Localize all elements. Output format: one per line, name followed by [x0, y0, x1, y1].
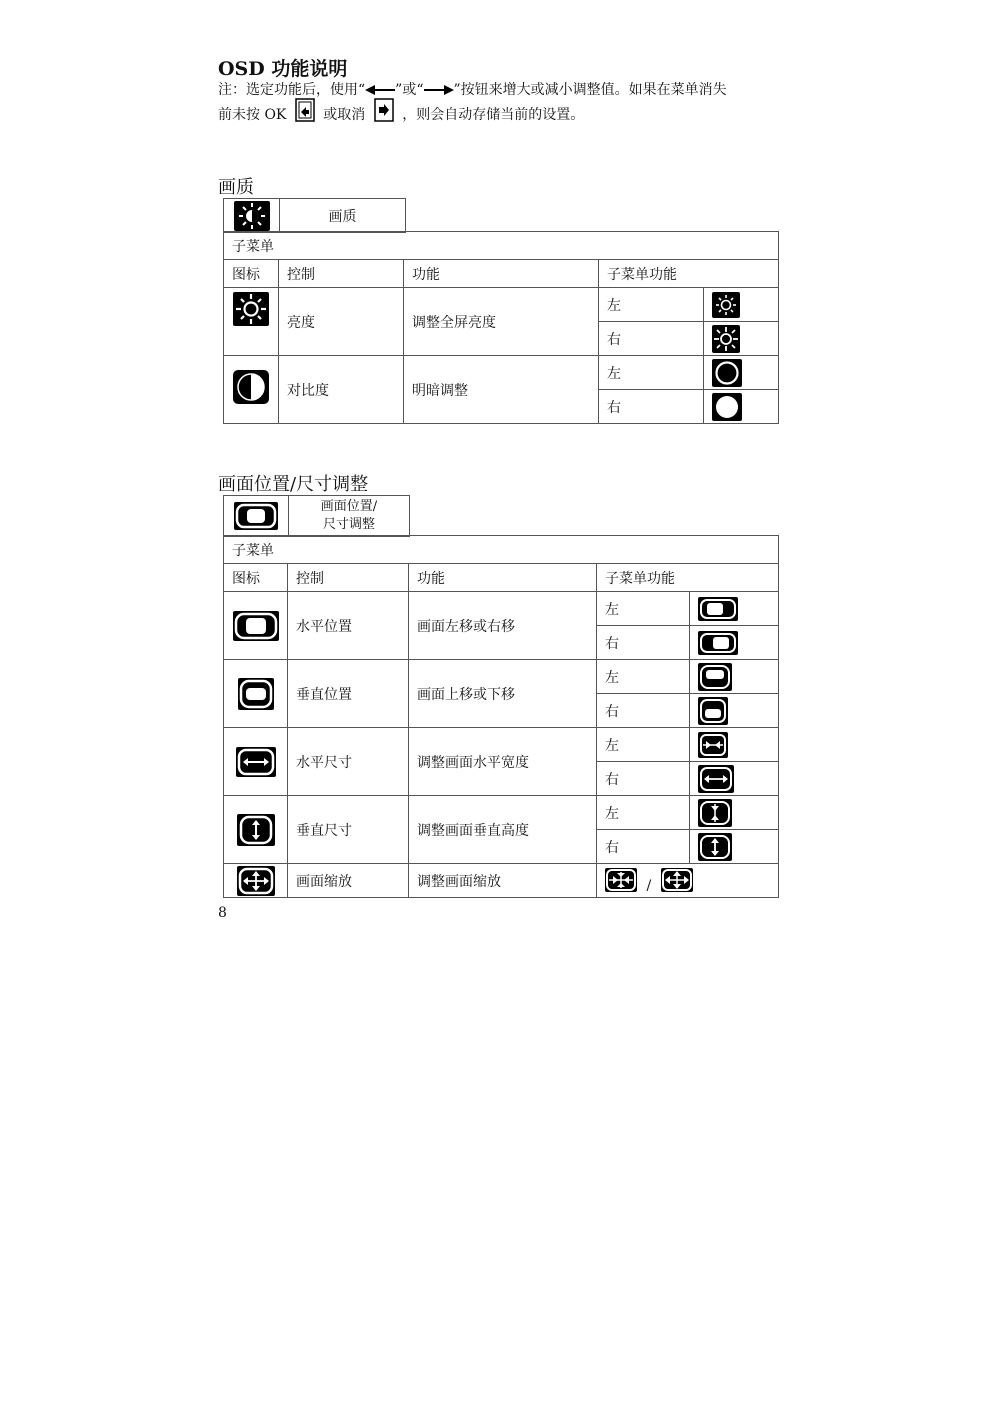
note-text-3: ”按钮来增大或减小调整值。如果在菜单消失 — [453, 82, 727, 98]
dir-left: 左 — [597, 728, 690, 762]
left-arrow-icon — [365, 84, 395, 96]
menu-name-position — [289, 496, 410, 537]
table-row — [224, 864, 779, 898]
submenu-label: 子菜单 — [224, 536, 779, 564]
h-size-decrease-icon-cell — [690, 728, 779, 762]
header-control: 控制 — [288, 564, 409, 592]
screen-position-icon — [234, 502, 278, 530]
h-position-right-icon — [698, 631, 738, 655]
control-brightness: 亮度 — [279, 288, 404, 356]
ok-icon — [295, 98, 315, 122]
h-position-icon-cell — [224, 592, 288, 660]
h-size-icon-cell — [224, 728, 288, 796]
h-size-decrease-icon — [698, 732, 728, 758]
section-heading-position-size: 画面位置/尺寸调整 — [218, 474, 369, 495]
h-size-increase-icon — [698, 765, 734, 793]
zoom-options-cell — [597, 864, 779, 898]
control-h-position: 水平位置 — [288, 592, 409, 660]
table-row — [224, 288, 779, 322]
function-v-position: 画面上移或下移 — [409, 660, 597, 728]
control-contrast: 对比度 — [279, 356, 404, 424]
v-size-icon-cell — [224, 796, 288, 864]
note-line-1 — [218, 79, 727, 99]
function-h-position: 画面左移或右移 — [409, 592, 597, 660]
v-size-decrease-icon — [698, 799, 732, 827]
v-position-down-icon-cell — [690, 694, 779, 728]
h-position-right-icon-cell — [690, 626, 779, 660]
dir-left: 左 — [597, 660, 690, 694]
page-number: 8 — [218, 905, 227, 921]
dir-right: 右 — [597, 830, 690, 864]
table-row — [224, 728, 779, 762]
note-text-4: 前未按 OK — [218, 107, 287, 123]
menu-icon-cell — [224, 199, 280, 233]
dir-left: 左 — [597, 592, 690, 626]
function-contrast: 明暗调整 — [404, 356, 599, 424]
section-heading-picture-quality: 画质 — [218, 177, 254, 198]
dir-right: 右 — [599, 390, 704, 424]
control-h-size: 水平尺寸 — [288, 728, 409, 796]
note-text-1: 注：选定功能后，使用“ — [218, 82, 366, 98]
contrast-increase-icon — [712, 393, 742, 421]
header-submenu-function: 子菜单功能 — [597, 564, 779, 592]
brightness-decrease-icon-cell — [704, 288, 779, 322]
control-zoom: 画面缩放 — [288, 864, 409, 898]
zoom-in-icon — [661, 868, 693, 892]
submenu-label: 子菜单 — [224, 232, 779, 260]
h-size-increase-icon-cell — [690, 762, 779, 796]
contrast-icon — [233, 370, 269, 404]
v-position-icon — [238, 678, 274, 710]
contrast-decrease-icon — [712, 359, 742, 387]
brightness-increase-icon-cell — [704, 322, 779, 356]
table-row — [224, 592, 779, 626]
header-icon: 图标 — [224, 260, 279, 288]
h-size-icon — [236, 747, 276, 777]
table-row — [224, 660, 779, 694]
zoom-slash: / — [646, 877, 652, 894]
page-title: OSD 功能说明 — [218, 58, 348, 80]
brightness-decrease-icon — [712, 292, 740, 318]
function-h-size: 调整画面水平宽度 — [409, 728, 597, 796]
note-text-5: 或取消 — [323, 107, 366, 123]
v-size-increase-icon — [698, 833, 732, 861]
menu-name-line-2: 尺寸调整 — [322, 517, 375, 532]
table-row — [224, 796, 779, 830]
header-function: 功能 — [404, 260, 599, 288]
cancel-icon — [374, 98, 394, 122]
contrast-icon-cell — [224, 356, 279, 424]
right-arrow-icon — [424, 84, 454, 96]
v-size-icon — [237, 814, 275, 846]
v-size-increase-icon-cell — [690, 830, 779, 864]
picture-submenu-table — [223, 231, 779, 424]
table-row — [224, 356, 779, 390]
brightness-increase-icon — [712, 325, 740, 353]
control-v-position: 垂直位置 — [288, 660, 409, 728]
menu-icon-cell — [224, 496, 289, 537]
menu-name-line-1: 画面位置/ — [320, 499, 378, 514]
note-text-2: ”或“ — [395, 82, 424, 98]
v-position-icon-cell — [224, 660, 288, 728]
contrast-increase-icon-cell — [704, 390, 779, 424]
header-submenu-function: 子菜单功能 — [599, 260, 779, 288]
dir-left: 左 — [599, 288, 704, 322]
zoom-icon — [237, 866, 275, 896]
brightness-contrast-icon — [234, 201, 270, 231]
position-submenu-table — [223, 535, 779, 898]
menu-name-picture: 画质 — [280, 199, 406, 233]
zoom-out-icon — [605, 868, 637, 892]
v-size-decrease-icon-cell — [690, 796, 779, 830]
header-icon: 图标 — [224, 564, 288, 592]
note-line-2 — [218, 98, 584, 124]
zoom-icon-cell — [224, 864, 288, 898]
dir-right: 右 — [597, 694, 690, 728]
dir-left: 左 — [599, 356, 704, 390]
note-text-6: ，则会自动存储当前的设置。 — [402, 107, 585, 123]
v-position-up-icon — [698, 663, 732, 691]
v-position-down-icon — [698, 697, 728, 725]
function-v-size: 调整画面垂直高度 — [409, 796, 597, 864]
dir-left: 左 — [597, 796, 690, 830]
menu-header-position — [223, 495, 410, 537]
function-brightness: 调整全屏亮度 — [404, 288, 599, 356]
dir-right: 右 — [599, 322, 704, 356]
function-zoom: 调整画面缩放 — [409, 864, 597, 898]
brightness-icon-cell — [224, 288, 279, 356]
h-position-left-icon-cell — [690, 592, 779, 626]
v-position-up-icon-cell — [690, 660, 779, 694]
control-v-size: 垂直尺寸 — [288, 796, 409, 864]
dir-right: 右 — [597, 762, 690, 796]
brightness-icon — [233, 292, 269, 326]
menu-header-picture — [223, 198, 406, 233]
header-control: 控制 — [279, 260, 404, 288]
h-position-icon — [233, 611, 279, 641]
header-function: 功能 — [409, 564, 597, 592]
h-position-left-icon — [698, 597, 738, 621]
contrast-decrease-icon-cell — [704, 356, 779, 390]
dir-right: 右 — [597, 626, 690, 660]
